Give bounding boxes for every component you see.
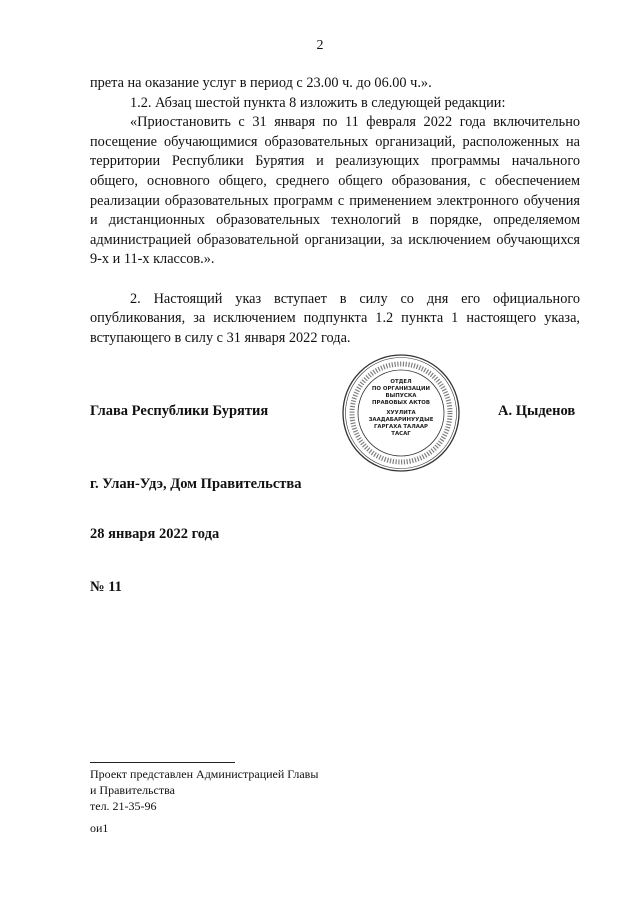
seal-line-2: ПО ОРГАНИЗАЦИИ: [371, 386, 431, 392]
signatory-name: А. Цыденов: [498, 403, 576, 419]
official-seal: [341, 353, 461, 473]
seal-line-6: ЗААДАБАРИНУУДЫЕ: [368, 417, 434, 423]
signatory-position: Глава Республики Бурятия: [90, 403, 269, 419]
decree-date: 28 января 2022 года: [90, 526, 220, 542]
footer-code: ои1: [90, 821, 109, 835]
paragraph-1-2: 1.2. Абзац шестой пункта 8 изложить в следующей редакции:: [130, 94, 506, 111]
seal-line-3: ВЫПУСКА: [385, 393, 417, 399]
place-of-signing: г. Улан-Удэ, Дом Правительства: [90, 476, 302, 492]
seal-line-7: ГАРГАХА ТАЛААР: [374, 424, 428, 430]
footer-divider: [90, 762, 235, 763]
seal-line-4: ПРАВОВЫХ АКТОВ: [372, 400, 430, 406]
decree-body: [90, 74, 580, 348]
footer-phone: тел. 21-35-96: [90, 799, 157, 813]
paragraph-continuation: прета на оказание услуг в период с 23.00 ч. до 06.00 ч.».: [90, 75, 432, 91]
decree-number: № 11: [90, 579, 122, 595]
seal-line-5: ХУУЛИТА: [386, 410, 416, 416]
footer-prepared-by-2: и Правительства: [90, 783, 175, 797]
footer-prepared-by: Проект представлен Администрацией Главы: [90, 767, 319, 781]
seal-line-8: ТАСАГ: [391, 431, 411, 437]
paragraph-2: 2. Настоящий указ вступает в силу со дня его официального опубликования, за исключением подпункта 1.2 пункта 1 настоящего указа, вступающего в силу с 31 января 2022 года.: [90, 290, 580, 346]
page-number: 2: [316, 38, 324, 53]
paragraph-quote: «Приостановить с 31 января по 11 февраля 2022 года включительно посещение обучающимися образовательных организаций, расположенных на территории Республики Бурятия и реализующих программы начального общего, основного общего, среднего общего образования, с обеспечением реализации образовательных программ с применением электронного обучения и дистанционных образовательных технологий в порядке, определяемом администрацией образовательной организации, за исключением обучающихся 9-х и 11-х классов.».: [90, 114, 580, 268]
seal-line-1: ОТДЕЛ: [390, 379, 412, 385]
